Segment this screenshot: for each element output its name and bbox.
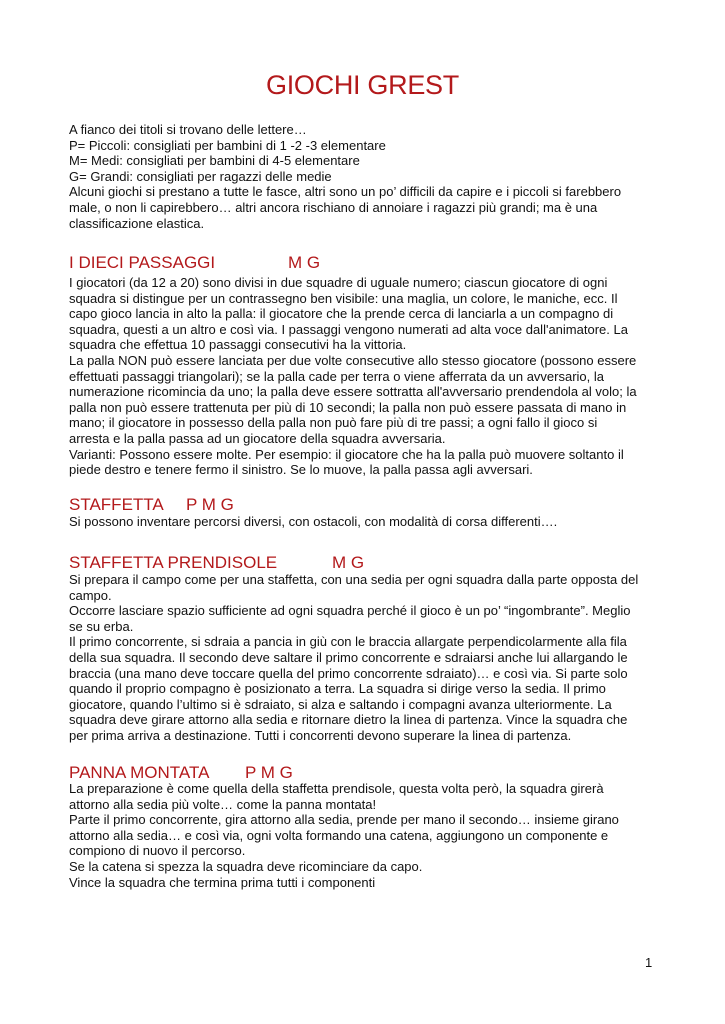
age-group-tags: M G xyxy=(288,253,321,272)
intro-line: Alcuni giochi si prestano a tutte le fasce, altri sono un po’ difficili da capire e i piccoli si farebbero xyxy=(69,184,622,200)
intro-line: A fianco dei titoli si trovano delle lettere… xyxy=(69,122,307,137)
page-title: GIOCHI GREST xyxy=(266,70,459,100)
body-line: effettuati passaggi triangolari); se la palla cade per terra o viene afferrata da un avversario, la xyxy=(69,368,604,384)
intro-line: P= Piccoli: consigliati per bambini di 1 -2 -3 elementare xyxy=(69,137,386,153)
age-group-tags: P M G xyxy=(186,495,234,514)
section-title: PANNA MONTATA xyxy=(69,763,210,782)
section-heading xyxy=(69,553,365,573)
body-line: La palla NON può essere lanciata per due volte consecutive allo stesso giocatore (possono essere xyxy=(69,352,637,368)
body-line: Si prepara il campo come per una staffetta, con una sedia per ogni squadra dalla parte opposta del xyxy=(69,572,639,587)
intro-line: classificazione elastica. xyxy=(69,215,205,231)
body-line: attorno alla sedia più volte… come la panna montata! xyxy=(69,796,377,812)
body-line: I giocatori (da 12 a 20) sono divisi in due squadre di uguale numero; ciascun giocatore di ogni xyxy=(69,275,608,290)
body-line: della sua squadra. Il secondo deve saltare il primo concorrente e sdraiarsi anche lui allargando le xyxy=(69,649,628,665)
body-line: giocatore, quando l’ultimo si è sdraiato, si alza e saltando i compagni avanza ulteriormente. La xyxy=(69,696,612,712)
body-line: Si possono inventare percorsi diversi, con ostacoli, con modalità di corsa differenti…. xyxy=(69,514,558,529)
body-line: La preparazione è come quella della staffetta prendisole, questa volta però, la squadra girerà xyxy=(69,781,604,796)
section-body xyxy=(69,781,619,890)
body-line: Se la catena si spezza la squadra deve ricominciare da capo. xyxy=(69,858,423,874)
section-title: STAFFETTA xyxy=(69,495,164,514)
section-heading xyxy=(69,763,293,783)
body-line: mano; il giocatore in possesso della palla non può fare più di tre passi; a ogni fallo il gioco si xyxy=(69,415,598,431)
body-line: per prima arriva a destinazione. Tutti i concorrenti devono superare la linea di partenza. xyxy=(69,727,572,743)
body-line: squadra deve girare attorno alla sedia e ritornare dietro la linea di partenza. Vince la squadra che xyxy=(69,712,628,728)
section-title: STAFFETTA PRENDISOLE xyxy=(69,553,278,572)
body-line: campo. xyxy=(69,587,112,603)
body-line: Occorre lasciare spazio sufficiente ad ogni squadra perché il gioco è un po’ “ingombrante”. Meglio xyxy=(69,603,631,619)
body-line: arresta e la palla passa ad un giocatore della squadra avversaria. xyxy=(69,430,446,446)
page-number: 1 xyxy=(645,955,653,970)
intro-line: G= Grandi: consigliati per ragazzi delle medie xyxy=(69,168,332,184)
body-line: Parte il primo concorrente, gira attorno alla sedia, prende per mano il secondo… insieme girano xyxy=(69,812,619,828)
section-title: I DIECI PASSAGGI xyxy=(69,253,216,272)
intro-text xyxy=(69,122,621,231)
body-line: squadra si distingue per un contrassegno ben visibile: una maglia, un colore, le maniche, ecc. Il xyxy=(69,290,618,306)
age-group-tags: P M G xyxy=(245,763,293,782)
section-body xyxy=(69,275,637,478)
section-heading xyxy=(69,253,321,273)
intro-line: male, o non li capirebbero… altri ancora rischiano di annoiare i ragazzi più grandi; ma è una xyxy=(69,199,598,215)
body-line: Vince la squadra che termina prima tutti i componenti xyxy=(69,874,376,890)
section-body xyxy=(69,514,557,530)
body-line: quando il proprio compagno è posizionato a terra. La squadra si dirige verso la sedia. Il primo xyxy=(69,681,606,697)
body-line: squadra che effettua 10 passaggi consecutivi ha la vittoria. xyxy=(69,337,407,353)
section-body xyxy=(69,572,638,744)
body-line: attorno alla sedia… e così via, ogni volta formando una catena, aggiungono un componente e xyxy=(69,827,609,843)
body-line: Il primo concorrente, si sdraia a pancia in giù con le braccia allargate perpendicolarmente alla fila xyxy=(69,634,627,650)
body-line: compiono di nuovo il percorso. xyxy=(69,843,246,859)
age-group-tags: M G xyxy=(332,553,365,572)
body-line: palla non può essere trattenuta per più di 10 secondi; la palla non può essere passata di mano in xyxy=(69,399,627,415)
body-line: Varianti: Possono essere molte. Per esempio: il giocatore che ha la palla può muovere soltanto il xyxy=(69,446,624,462)
intro-line: M= Medi: consigliati per bambini di 4-5 elementare xyxy=(69,153,360,169)
body-line: numerazione ricomincia da uno; la palla deve essere sottratta all'avversario prendendola al volo; la xyxy=(69,384,637,400)
body-line: se su erba. xyxy=(69,618,134,634)
body-line: braccia (una mano deve toccare quella del primo concorrente sdraiato)… e così via. Si parte solo xyxy=(69,665,628,681)
body-line: piede destro e tenere fermo il sinistro. Se lo muove, la palla passa agli avversari. xyxy=(69,462,533,478)
section-heading xyxy=(69,495,234,515)
body-line: squadra, questi a un altro e così via. I passaggi vengono numerati ad alta voce dall'animatore. La xyxy=(69,321,628,337)
body-line: capo gioco lancia in alto la palla: il giocatore che la prende cerca di lanciarla a un compagno di xyxy=(69,306,614,322)
